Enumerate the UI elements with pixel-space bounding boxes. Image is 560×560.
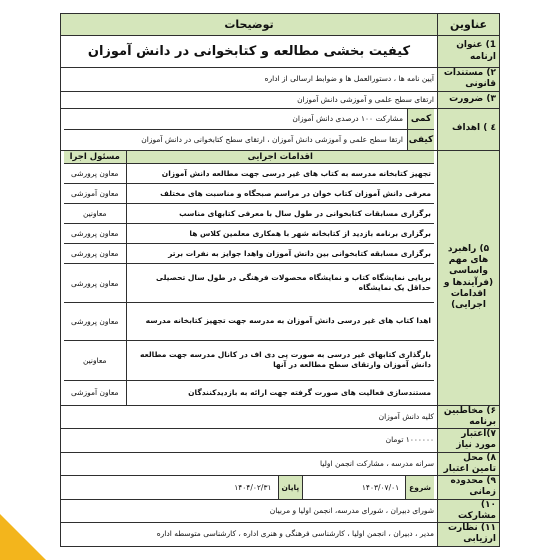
strategy-action: برگزاری برنامه بازدید از کتابخانه شهر با همکاری معلمین کلاس ها [126,224,434,244]
row-label-funding: ۸) محل تامین اعتبار [438,452,500,476]
row-label-program-title: 1) عنوان ارنامه [438,36,500,68]
program-title: کیفیت بخشی مطالعه و کتابخوانی در دانش آموزان [61,36,438,68]
strategy-responsible: معاون آموزشی [64,380,126,404]
strategy-action: برگزاری مسابقات کتابخوانی در طول سال با معرفی کتابهای مناسب [126,204,434,224]
goal-qual-label: کیفی [407,130,434,150]
timeframe-cell [61,476,438,500]
legal-docs-value: آیین نامه ها ، دستورالعمل ها و ضوابط ارسالی از اداره [61,68,438,92]
strategy-action: مستندسازی فعالیت های صورت گرفته جهت ارائه به بازدیدکنندگان [126,380,434,404]
strategy-action: برگزاری مسابقه کتابخوانی بین دانش آموزان واهدا جوایز به نفرات برتر [126,244,434,264]
strategy-responsible: معاون پرورشی [64,302,126,340]
strategy-action: بارگذاری کتابهای غیر درسی به صورت پی دی اف در کانال مدرسه جهت مطالعه دانش آموزان وارتقای سطح مطالعه در آنها [126,340,434,380]
row-label-supervision: ۱۱) نظارت ارزیابی [438,523,500,547]
goal-quant-label: کمی [407,109,434,129]
goal-quantitative [64,109,434,130]
row-label-audience: ۶) مخاطبین برنامه [438,405,500,429]
row-label-legal-docs: ۲) مستندات قانونی [438,68,500,92]
audience-value: کلیه دانش آموزان [61,405,438,429]
timeframe-row [64,476,434,499]
start-date: ۱۴۰۳/۰۷/۰۱ [361,482,400,492]
row-label-strategies: ۵) راهبرد های مهم واساسی (فرآیندها و اقدامات اجرایی) [438,150,500,405]
necessity-value: ارتقای سطح علمی و آموزشی دانش آموزان [61,91,438,108]
row-label-timeframe: ۹) محدوده زمانی [438,476,500,500]
end-date: ۱۴۰۴/۰۲/۳۱ [234,482,272,492]
strategy-responsible: معاونین [64,204,126,224]
actions-header: اقدامات اجرایی [126,151,434,164]
strategy-responsible: معاونین [64,340,126,380]
strategies-cell [61,150,438,405]
row-label-participants: ۱۰) مشارکت [438,499,500,523]
strategy-responsible: معاون پرورشی [64,244,126,264]
header-descriptions: توضیحات [61,14,438,36]
row-label-necessity: ۳) ضرورت [438,91,500,108]
strategy-action: اهدا کتاب های غیر درسی دانش آموزان به مدرسه جهت تجهیز کتابخانه مدرسه [126,302,434,340]
goal-quant-value: مشارکت ۱۰۰ درصدی دانش آموزان [292,114,403,123]
goal-qualitative [64,130,434,150]
strategy-responsible: معاون آموزشی [64,184,126,204]
row-label-budget: ۷)اعتبار مورد نیاز [438,429,500,453]
strategy-responsible: معاون پرورشی [64,164,126,184]
budget-value: ۱۰۰۰۰۰۰ تومان [61,429,438,453]
goals-cell [61,108,438,150]
start-label: شروع [405,476,434,499]
participants-value: شورای دبیران ، شورای مدرسه، انجمن اولیا و مربیان [61,499,438,523]
strategy-responsible: معاون پرورشی [64,264,126,302]
row-label-goals: ٤ ) اهداف [438,108,500,150]
strategies-table [64,151,434,405]
strategy-action: تجهیز کتابخانه مدرسه به کتاب های غیر درسی جهت مطالعه دانش آموزان [126,164,434,184]
strategy-action: معرفی دانش آموزان کتاب خوان در مراسم صبحگاه و مناسبت های مختلف [126,184,434,204]
funding-value: سرانه مدرسه ، مشارکت انجمن اولیا [61,452,438,476]
goal-qual-value: ارتقا سطح علمی و آموزشی دانش آموزان ، ارتقای سطح کتابخوانی در دانش آموزان [141,135,403,144]
strategy-action: برپایی نمایشگاه کتاب و نمایشگاه محصولات فرهنگی در طول سال تحصیلی حداقل یک نمایشگاه [126,264,434,302]
supervision-value: مدیر ، دبیران ، انجمن اولیا ، کارشناسی فرهنگی و هنری اداره ، کارشناسی متوسطه اداره [61,523,438,547]
header-titles: عناوین [438,14,500,36]
strategy-responsible: معاون پرورشی [64,224,126,244]
end-label: پایان [278,476,304,499]
responsible-header: مسئول اجرا [64,151,126,164]
corner-decoration [0,514,46,560]
program-table [60,13,500,547]
